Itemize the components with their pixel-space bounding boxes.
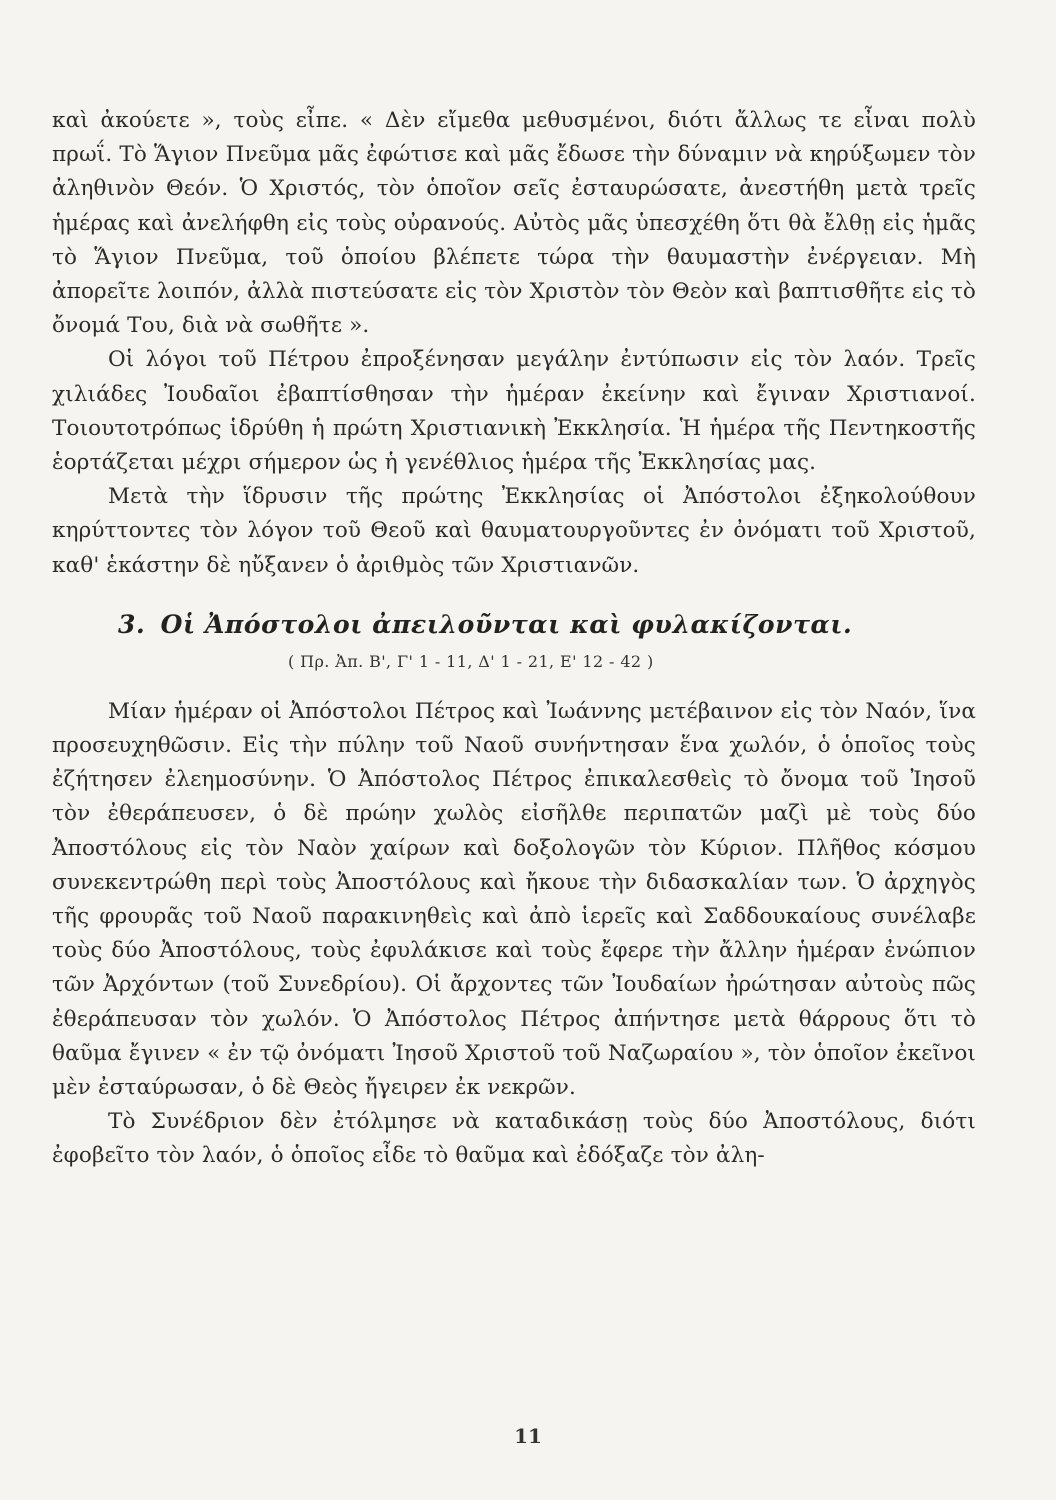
scripture-reference: ( Πρ. Ἀπ. Β', Γ' 1 - 11, Δ' 1 - 21, Ε' 12 - 42 )	[288, 651, 654, 671]
paragraph-healing-of-lame: Μίαν ἡμέραν οἱ Ἀπόστολοι Πέτρος καὶ Ἰωάννης μετέβαινον εἰς τὸν Ναόν, ἵνα προσευχηθῶσιν. Εἰς τὴν πύλην τοῦ Ναοῦ συνήντησαν ἕνα χωλόν, ὁ ὁποῖος τοὺς ἐζήτησεν ἐλεημοσύνην. Ὁ Ἀπόστολος Πέτρος ἐπικαλεσθεὶς τὸ ὄνομα τοῦ Ἰησοῦ τὸν ἐθεράπευσεν, ὁ δὲ πρώην χωλὸς εἰσῆλθε περιπατῶν μαζὶ μὲ τοὺς δύο Ἀποστόλους εἰς τὸν Ναὸν χαίρων καὶ δοξολογῶν τὸν Κύριον. Πλῆθος κόσμου συνεκεντρώθη περὶ τοὺς Ἀποστόλους καὶ ἤκουε τὴν διδασκαλίαν των. Ὁ ἀρχηγὸς τῆς φρουρᾶς τοῦ Ναοῦ παρακινηθεὶς καὶ ἀπὸ ἱερεῖς καὶ Σαδδουκαίους συνέλαβε τοὺς δύο Ἀποστόλους, τοὺς ἐφυλάκισε καὶ τοὺς ἔφερε τὴν ἄλλην ἡμέραν ἐνώπιον τῶν Ἀρχόντων (τοῦ Συνεδρίου). Οἱ ἄρχοντες τῶν Ἰουδαίων ἠρώτησαν αὐτοὺς πῶς ἐθεράπευσαν τὸν χωλόν. Ὁ Ἀπόστολος Πέτρος ἀπήντησε μετὰ θάρρους ὅτι τὸ θαῦμα ἔγινεν « ἐν τῷ ὀνόματι Ἰησοῦ Χριστοῦ τοῦ Ναζωραίου », τὸν ὁποῖον ἐκεῖνοι μὲν ἐσταύρωσαν, ὁ δὲ Θεὸς ἤγειρεν ἐκ νεκρῶν.	[52, 698, 976, 1101]
section-title: Οἱ Ἀπόστολοι ἀπειλοῦνται καὶ φυλακίζονται.	[160, 609, 853, 639]
paragraph-after-founding: Μετὰ τὴν ἵδρυσιν τῆς πρώτης Ἐκκλησίας οἱ Ἀπόστολοι ἐξηκολούθουν κηρύττοντες τὸν λόγον τοῦ Θεοῦ καὶ θαυματουργοῦντες ἐν ὀνόματι τοῦ Χριστοῦ, καθ' ἑκάστην δὲ ηὔξανεν ὁ ἀριθμὸς τῶν Χριστιανῶν.	[52, 484, 976, 578]
paragraph-sanhedrin: Τὸ Συνέδριον δὲν ἐτόλμησε νὰ καταδικάσῃ τοὺς δύο Ἀποστόλους, διότι ἐφοβεῖτο τὸν λαόν, ὁ ὁποῖος εἶδε τὸ θαῦμα καὶ ἐδόξαζε τὸν ἀλη-	[52, 1109, 976, 1169]
section-number: 3.	[118, 609, 146, 639]
page-number: 11	[514, 1424, 542, 1448]
paragraph-effect-of-words: Οἱ λόγοι τοῦ Πέτρου ἐπροξένησαν μεγάλην ἐντύπωσιν εἰς τὸν λαόν. Τρεῖς χιλιάδες Ἰουδαῖοι ἐβαπτίσθησαν τὴν ἡμέραν ἐκείνην καὶ ἔγιναν Χριστιανοί. Τοιουτοτρόπως ἱδρύθη ἡ πρώτη Χριστιανικὴ Ἐκκλησία. Ἡ ἡμέρα τῆς Πεντηκοστῆς ἑορτάζεται μέχρι σήμερον ὡς ἡ γενέθλιος ἡμέρα τῆς Ἐκκλησίας μας.	[52, 347, 976, 476]
paragraph-speech-continuation: καὶ ἀκούετε », τοὺς εἶπε. « Δὲν εἴμεθα μεθυσμένοι, διότι ἄλλως τε εἶναι πολὺ πρωΐ. Τὸ Ἅγιον Πνεῦμα μᾶς ἐφώτισε καὶ μᾶς ἔδωσε τὴν δύναμιν νὰ κηρύξωμεν τὸν ἀληθινὸν Θεόν. Ὁ Χριστός, τὸν ὁποῖον σεῖς ἐσταυρώσατε, ἀνεστήθη μετὰ τρεῖς ἡμέρας καὶ ἀνελήφθη εἰς τοὺς οὐρανούς. Αὐτὸς μᾶς ὑπεσχέθη ὅτι θὰ ἔλθῃ εἰς ἡμᾶς τὸ Ἅγιον Πνεῦμα, τοῦ ὁποίου βλέπετε τώρα τὴν θαυμαστὴν ἐνέργειαν. Μὴ ἀπορεῖτε λοιπόν, ἀλλὰ πιστεύσατε εἰς τὸν Χριστὸν τὸν Θεὸν καὶ βαπτισθῆτε εἰς τὸ ὄνομά Του, διὰ νὰ σωθῆτε ».	[52, 108, 976, 339]
section-heading	[118, 605, 976, 645]
